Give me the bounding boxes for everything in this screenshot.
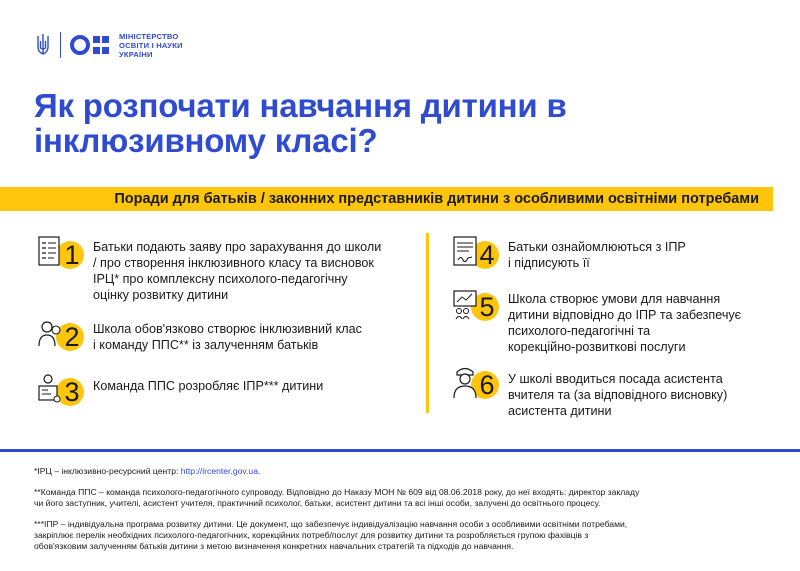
- step-6: [451, 364, 727, 419]
- footnote-ipr-line-3: обов'язковим залученням батьків дитини з метою визначення конкретних навчальних стратегій та підходів до навчання.: [34, 541, 514, 551]
- step-5-text: [508, 291, 741, 355]
- step-1-line-2: / про створення інклюзивного класу та висновок: [93, 256, 374, 270]
- step-5-line-3: психолого-педагогічні та: [508, 324, 651, 338]
- footnote-irc: [34, 466, 769, 477]
- step-3-text: [93, 378, 323, 394]
- step-2-number: 2: [64, 322, 80, 352]
- step-2-text: [93, 321, 362, 353]
- step-3-number: 3: [64, 377, 80, 407]
- footnote-irc-end: .: [257, 466, 261, 476]
- step-4-line-2: і підписують її: [508, 256, 590, 270]
- step-2-badge: [36, 316, 84, 356]
- step-1: [36, 234, 381, 303]
- banner-text: Поради для батьків / законних представників дитини з особливими освітніми потребами: [114, 191, 759, 207]
- footnote-ipr-line-1: ***ІПР – індивідуальна програма розвитку дитини. Це документ, що забезпечує індивідуалізацію навчання особи з особливими освітніми потребами,: [34, 519, 628, 529]
- step-1-badge: [36, 234, 84, 274]
- footnote-pps: [34, 487, 769, 509]
- step-5-line-4: корекційно-розвиткові послуги: [508, 340, 686, 354]
- step-2-line-2: і команду ППС** із залученням батьків: [93, 338, 319, 352]
- header-divider: [60, 32, 61, 58]
- step-6-line-1: У школі вводиться посада асистента: [508, 372, 723, 386]
- step-2-line-1: Школа обов'язково створює інклюзивний клас: [93, 322, 362, 336]
- step-5-line-1: Школа створює умови для навчання: [508, 292, 721, 306]
- step-1-line-1: Батьки подають заяву про зарахування до школи: [93, 240, 382, 254]
- step-1-text: [93, 239, 381, 303]
- page-title: [34, 88, 567, 158]
- step-5-badge: [451, 286, 499, 326]
- ministry-name-line-2: ОСВІТИ І НАУКИ: [119, 40, 183, 50]
- step-4-text: [508, 239, 686, 271]
- step-5-line-2: дитини відповідно до ІПР та забезпечує: [508, 308, 742, 322]
- step-4: [451, 234, 686, 274]
- footnote-pps-line-1: **Команда ППС – команда психолого-педагогічного супроводу. Відповідно до Наказу МОН № 609 від 08.06.2018 року, до неї входять: директор закладу: [34, 487, 640, 497]
- step-4-number: 4: [479, 240, 495, 270]
- step-6-line-3: асистента дитини: [508, 404, 612, 418]
- tips-banner: [0, 187, 773, 211]
- title-line-1: Як розпочати навчання дитини в: [34, 87, 567, 124]
- ministry-header: [36, 30, 183, 60]
- step-6-number: 6: [479, 370, 495, 400]
- footnote-ipr-line-2: закріплює перелік необхідних психолого-педагогічних, корекційних потреб/послуг для розвитку дитини та розробляється групою фахівців з: [34, 530, 589, 540]
- irc-link[interactable]: http://ircenter.gov.ua: [180, 466, 258, 476]
- footnote-ipr: [34, 519, 769, 552]
- step-6-text: [508, 371, 727, 419]
- trident-icon: [36, 33, 50, 57]
- footnote-irc-text: *ІРЦ – інклюзивно-ресурсний центр:: [34, 466, 181, 476]
- ministry-name-line-1: МІНІСТЕРСТВО: [119, 31, 179, 41]
- step-4-line-1: Батьки ознайомлюються з ІПР: [508, 240, 686, 254]
- footnotes: [34, 466, 769, 562]
- step-3-badge: [36, 371, 84, 411]
- step-3: [36, 371, 323, 411]
- footnote-pps-line-2: чи його заступник, учителі, асистент учителя, практичний психолог, батьки, асистент дитини та всі інші особи, залучені до освітнього процесу.: [34, 498, 601, 508]
- step-6-line-2: вчителя та (за відповідного висновку): [508, 388, 728, 402]
- ministry-name-line-3: УКРАЇНИ: [119, 49, 153, 59]
- step-1-number: 1: [64, 240, 80, 270]
- step-4-badge: [451, 234, 499, 274]
- column-divider: [426, 233, 429, 413]
- step-1-line-4: оцінку розвитку дитини: [93, 288, 229, 302]
- ministry-logo-icon: [70, 34, 110, 56]
- step-3-line-1: Команда ППС розробляє ІПР*** дитини: [93, 379, 324, 393]
- step-6-badge: [451, 364, 499, 408]
- step-1-line-3: ІРЦ* про комплексну психолого-педагогічну: [93, 272, 348, 286]
- footer-divider: [0, 449, 800, 452]
- step-5-number: 5: [479, 292, 495, 322]
- step-2: [36, 316, 362, 356]
- step-5: [451, 286, 741, 355]
- title-line-2: інклюзивному класі?: [34, 122, 378, 159]
- ministry-name: [119, 32, 183, 59]
